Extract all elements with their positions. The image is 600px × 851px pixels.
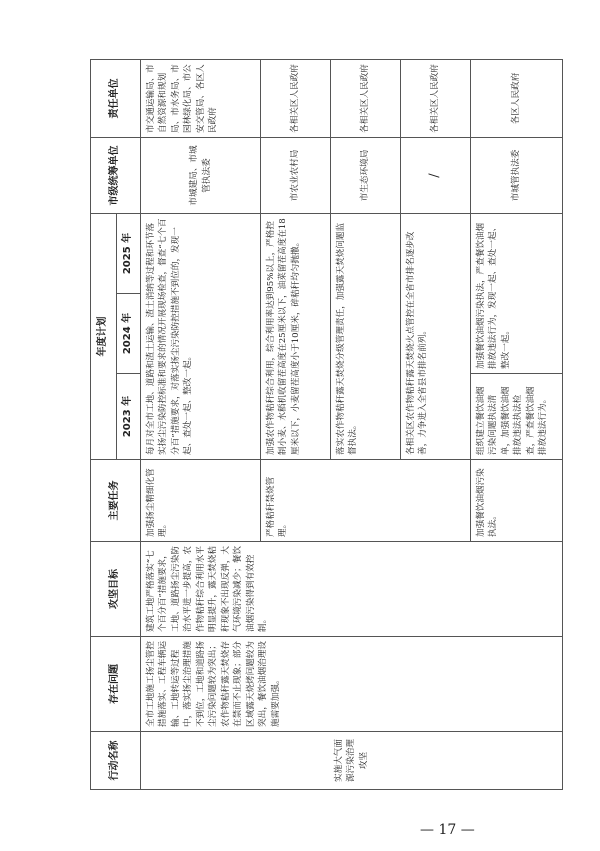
plan-cell: 各相关区农作物秸秆露天焚烧火点管控在全省市排名逐步改善，力争进入全省县市排名前列。	[401, 213, 471, 459]
rotated-table-container	[90, 60, 549, 790]
header-annual-plan: 年度计划	[91, 213, 117, 459]
header-action-name: 行动名称	[91, 732, 141, 790]
responsible-cell: 各相关区人民政府	[401, 59, 471, 137]
action-plan-table	[90, 59, 563, 790]
coordinator-cell: 市生态环境局	[331, 137, 401, 213]
plan-cell: 每月对全市工地、道路和渣土运输、渣土消纳等过程和环节落实扬尘污染防控标准和要求的情况开展现场检查，督查“七个百分百”措施要求，对落实扬尘污染防控措施不到位的，发现一起、查处一起、整改一起。	[141, 213, 261, 459]
responsible-cell: 市交通运输局、市自然资源和规划局、市水务局、市园林绿化局、市公安交管局、各区人民政府	[141, 59, 261, 137]
coordinator-cell: 市城管执法委	[471, 137, 563, 213]
page-number: — 17 —	[420, 822, 475, 838]
header-responsible: 责任单位	[91, 59, 141, 137]
coordinator-cell: /	[401, 137, 471, 213]
header-targets: 攻坚目标	[91, 542, 141, 637]
header-year-2023: 2023 年	[117, 374, 141, 460]
coordinator-cell: 市农业农村局	[261, 137, 331, 213]
targets-cell: 建筑工地严格落实“七个百分百”措施要求，工地、道路扬尘污染防治水平进一步提高，农作物秸秆综合利用水平明显提升，露天焚烧秸秆现象不出现反弹，大气环境污染减少；餐饮油烟污染得到有效控制。	[141, 542, 563, 637]
responsible-cell: 各相关区人民政府	[261, 59, 331, 137]
task-cell: 加强餐饮油烟污染执法。	[471, 460, 563, 542]
plan-cell: 落实农作物秸秆露天焚烧分级管理责任，加强露天焚烧问题监督执法。	[331, 213, 401, 459]
task-cell: 加强扬尘精细化管理。	[141, 460, 261, 542]
task-cell: 严格秸秆禁烧管理。	[261, 460, 471, 542]
plan-2024-2025-cell: 加强餐饮油烟污染执法，严查餐饮油烟排放违法行为，发现一起、查处一起、整改一起。	[471, 213, 563, 373]
header-year-2024: 2024 年	[117, 294, 141, 374]
header-coordinator: 市级统筹单位	[91, 137, 141, 213]
header-year-2025: 2025 年	[117, 213, 141, 293]
plan-2023-cell: 组织建立餐饮油烟污染问题执法清单，加强餐饮油烟排放违法执法检查，严查餐饮油烟排放违法行为。	[471, 374, 563, 460]
header-problems: 存在问题	[91, 637, 141, 732]
coordinator-cell: 市城建局、市城管执法委	[141, 137, 261, 213]
action-name-cell: 实施大气面源污染治理攻坚	[141, 732, 563, 790]
header-main-tasks: 主要任务	[91, 460, 141, 542]
responsible-cell: 各相关区人民政府	[331, 59, 401, 137]
problems-cell: 全市工地施工扬尘管控措施落实、工程车辆运输、工地转运等过程中，落实扬尘治理措施不到位，工地和道路扬尘污染问题较为突出；农作物秸秆露天焚烧存在禁而不止现象；部分区域露天烧烤问题较为突出，餐饮油烟治理设施需要加强。	[141, 637, 563, 732]
responsible-cell: 各区人民政府	[471, 59, 563, 137]
plan-cell: 加强农作物秸秆综合利用，综合利用率达到95%以上，严格控制小麦、水稻机收留茬高度在25厘米以下，油菜留茬高度在18厘米以下，小麦留茬高度小于10厘米，碎秸秆均匀抛撒。	[261, 213, 331, 459]
